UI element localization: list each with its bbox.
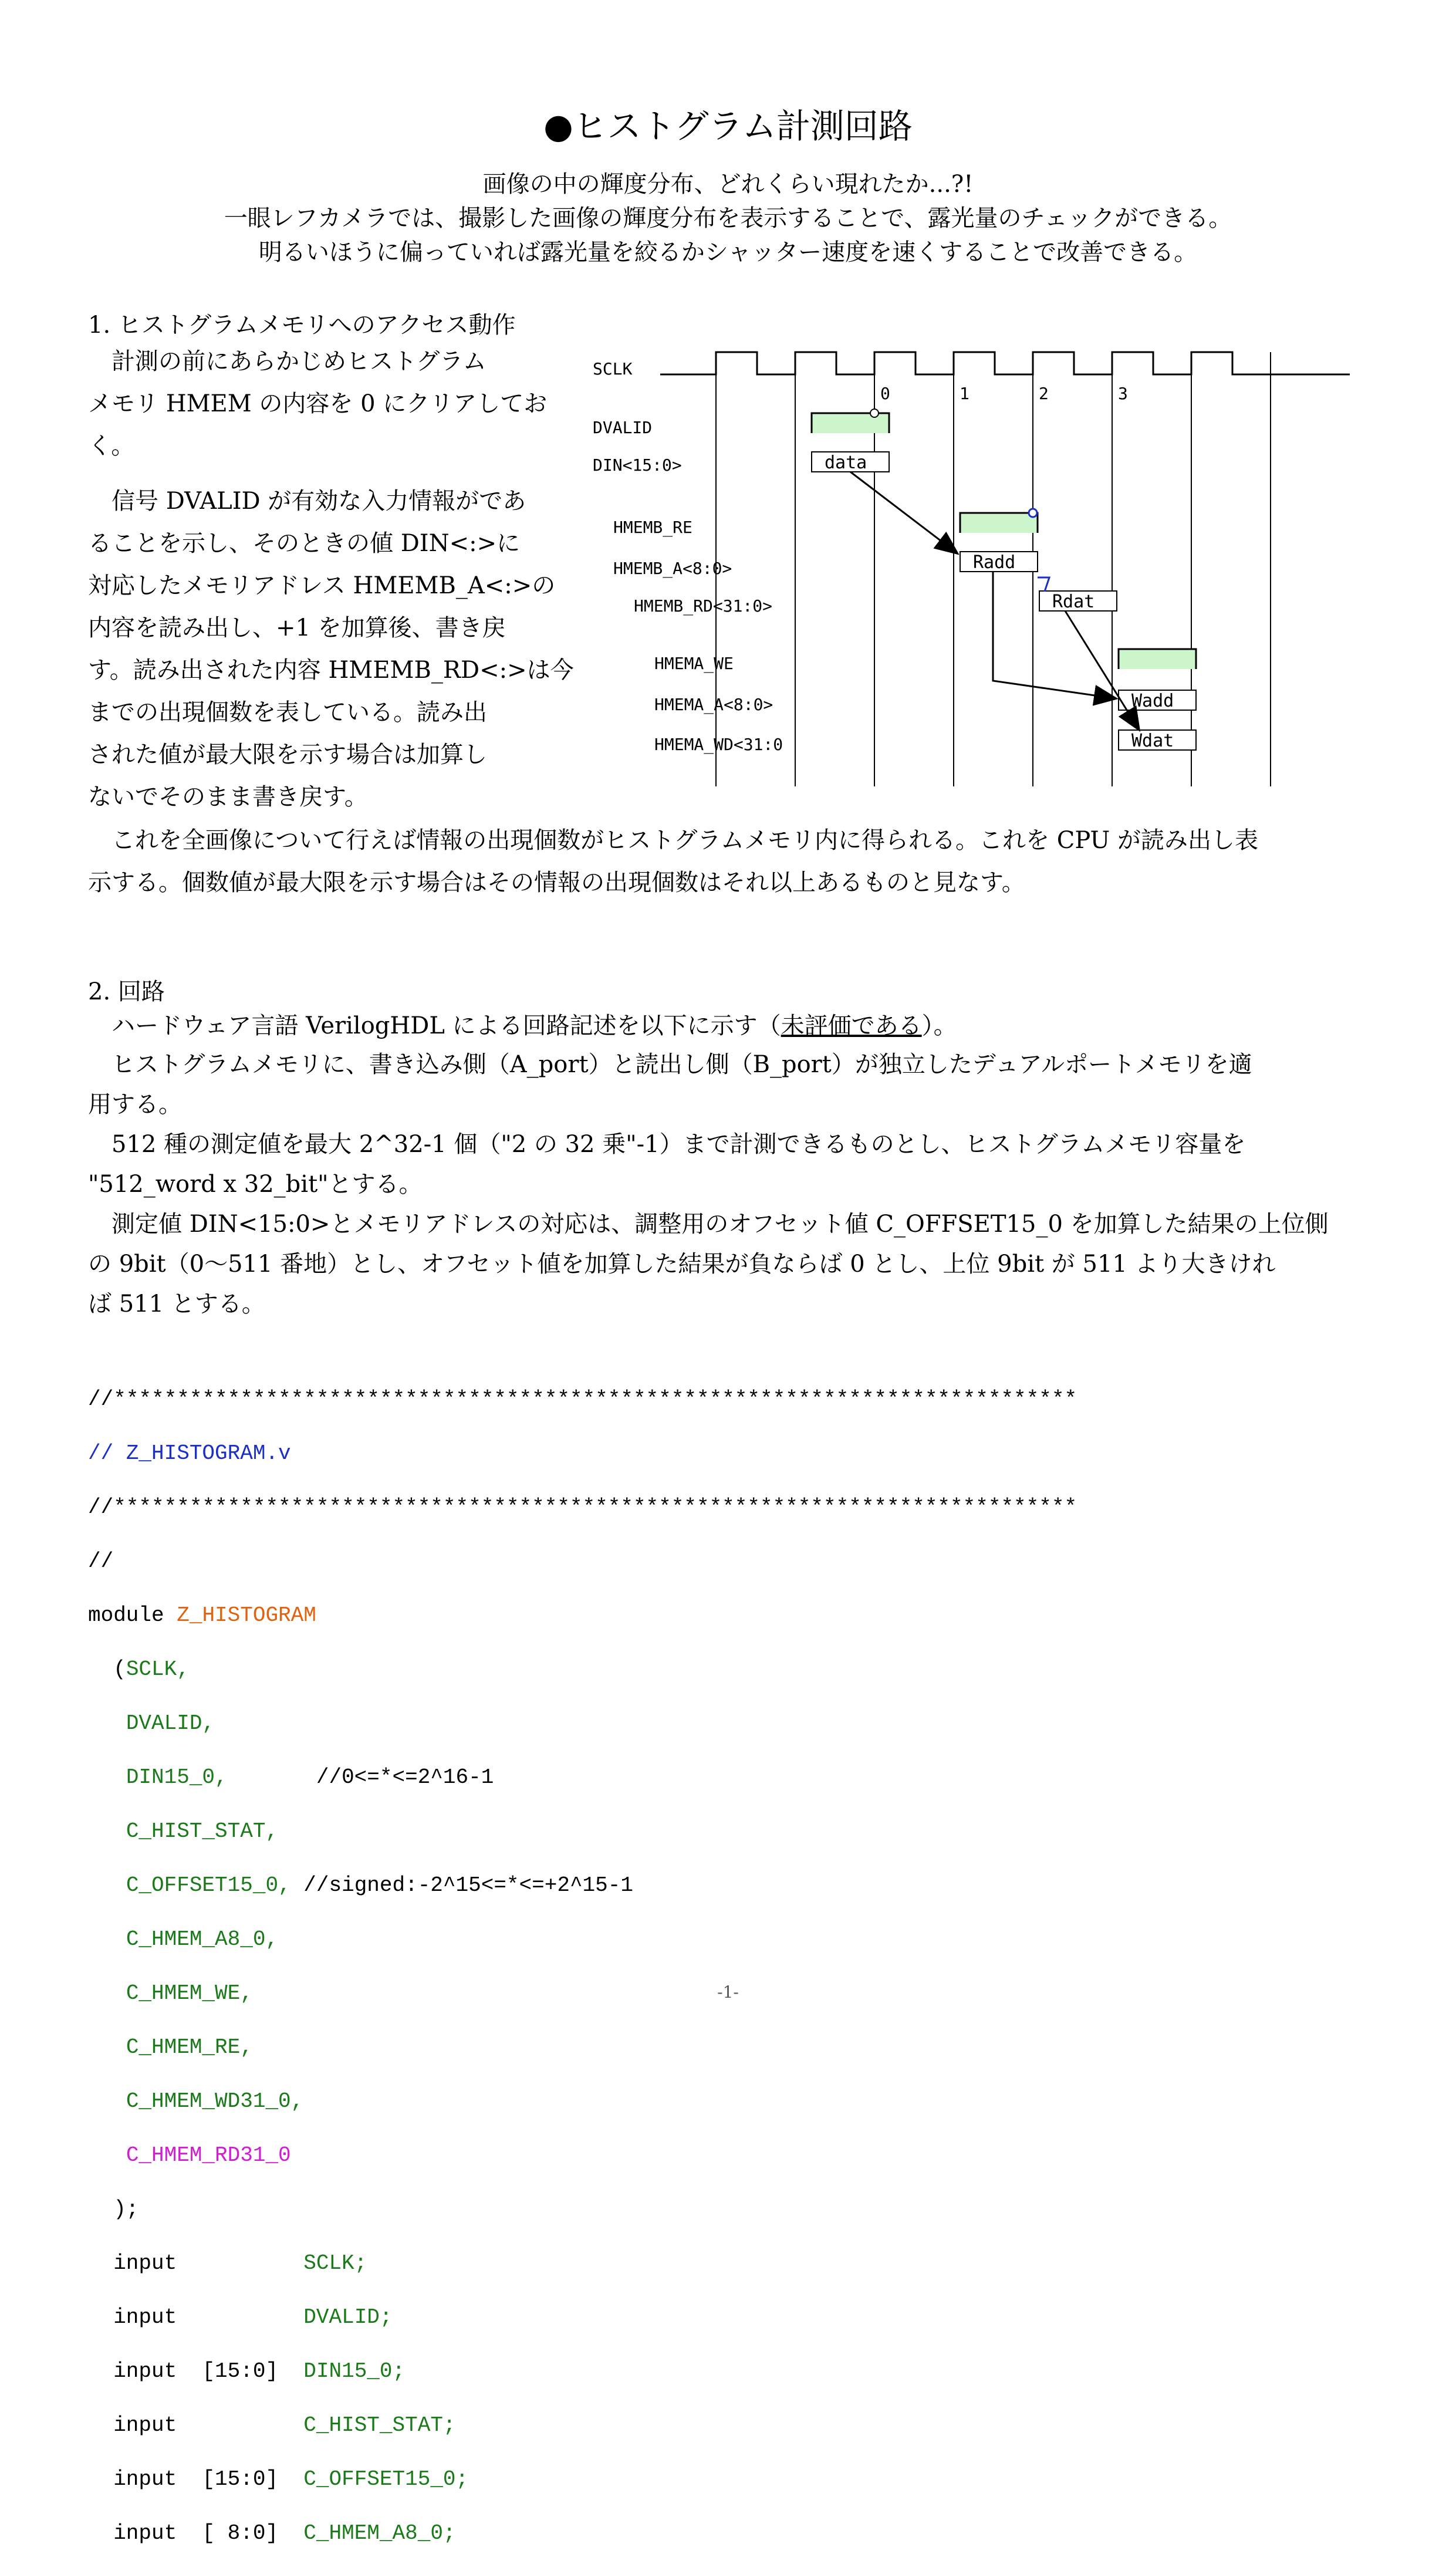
section-1-paragraph-3 [88, 819, 1379, 904]
radd-box-label: Radd [973, 552, 1016, 573]
signal-label-din: DIN<15:0> [593, 455, 682, 475]
code-line: input C_HIST_STAT; [88, 2413, 456, 2437]
text-line: 用する。 [88, 1091, 182, 1118]
section-2-paragraph-3 [88, 1124, 1367, 1204]
text-line: す。読み出された内容 HMEMB_RD<:>は今 [88, 657, 574, 684]
text-line: "512_word x 32_bit"とする。 [88, 1171, 423, 1198]
code-line [88, 2142, 1077, 2169]
hmema-we-pulse [1119, 649, 1196, 669]
text-line: ないでそのまま書き戻す。 [88, 783, 368, 810]
code-line: C_HIST_STAT, [126, 1819, 279, 1843]
code-line: input [ 8:0] C_HMEM_A8_0; [88, 2521, 456, 2545]
hmemb-re-pulse [960, 509, 1038, 533]
text-line: 内容を読み出し、+1 を加算後、書き戻 [88, 614, 506, 641]
read-latency-marker [1038, 577, 1049, 592]
wadd-box-label: Wadd [1131, 691, 1174, 711]
code-line: //**************************************************************************** [88, 1495, 1077, 1519]
text-line: の 9bit（0～511 番地）とし、オフセット値を加算した結果が負ならば 0 とし、上位 9bit が 511 より大きけれ [88, 1251, 1276, 1278]
code-line: input [15:0] C_OFFSET15_0; [88, 2467, 469, 2491]
code-line: DIN15_0, //0<=*<=2^16-1 [126, 1765, 494, 1789]
signal-label-sclk: SCLK [593, 359, 633, 379]
code-filename: Z_HISTOGRAM.v [126, 1441, 291, 1465]
code-line: C_HMEM_A8_0, [126, 1927, 279, 1951]
text-line: 測定値 DIN<15:0>とメモリアドレスの対応は、調整用のオフセット値 C_OFFSET15_0 を加算した結果の上位側 [88, 1211, 1329, 1238]
section-1-paragraph-1 [88, 340, 547, 467]
text-line: く。 [88, 433, 135, 460]
section-1-heading: 1. ヒストグラムメモリへのアクセス動作 [88, 312, 516, 339]
cycle-number: 0 [880, 384, 890, 403]
code-line: ); [88, 2197, 139, 2221]
code-line: C_OFFSET15_0, //signed:-2^15<=*<=+2^15-1 [126, 1873, 633, 1897]
text-span: ハードウェア言語 VerilogHDL による回路記述を以下に示す（ [88, 1012, 781, 1039]
cycle-number: 3 [1118, 384, 1128, 403]
page-number: -1- [717, 1982, 739, 2002]
cycle-number: 1 [960, 384, 969, 403]
section-1-paragraph-2 [88, 480, 574, 818]
wdat-box-label: Wdat [1131, 731, 1174, 751]
code-line: C_HMEM_WD31_0, [126, 2089, 304, 2113]
code-line: C_HMEM_RE, [126, 2035, 253, 2059]
text-line: 示する。個数値が最大限を示す場合はその情報の出現個数はそれ以上あるものと見なす。 [88, 869, 1025, 896]
text-span: ）。 [921, 1012, 957, 1039]
verilog-code-listing [88, 1359, 1077, 2574]
text-line: メモリ HMEM の内容を 0 にクリアしてお [88, 390, 548, 417]
code-line: //**************************************************************************** [88, 1387, 1077, 1411]
text-line: 計測の前にあらかじめヒストグラム [88, 348, 487, 375]
signal-label-hmemb-a: HMEMB_A<8:0> [613, 559, 732, 578]
signal-label-hmemb-re: HMEMB_RE [613, 518, 692, 537]
last-port: C_HMEM_RD31_0 [126, 2143, 291, 2167]
signal-label-dvalid: DVALID [593, 418, 653, 437]
rdat-box-label: Rdat [1052, 592, 1095, 612]
text-line: 信号 DVALID が有効な入力情報がであ [88, 488, 526, 515]
section-2-paragraph-2 [88, 1045, 1367, 1124]
code-line: DVALID, [126, 1711, 215, 1735]
text-line: までの出現個数を表している。読み出 [88, 699, 487, 726]
section-2-paragraph-4 [88, 1204, 1367, 1324]
text-line: 対応したメモリアドレス HMEMB_A<:>の [88, 572, 556, 599]
module-name: Z_HISTOGRAM [177, 1603, 316, 1627]
code-line: input SCLK; [88, 2251, 367, 2275]
intro-line-3: 明るいほうに偏っていれば露光量を絞るかシャッター速度を速くすることで改善できる。 [258, 239, 1198, 266]
code-line: // Z_HISTOGRAM.v [88, 1441, 291, 1465]
unevaluated-note: 未評価である [781, 1012, 922, 1039]
dvalid-pulse [812, 409, 889, 433]
signal-label-hmema-a: HMEMA_A<8:0> [654, 695, 773, 714]
code-line: C_HMEM_WE, [126, 1981, 253, 2005]
cycle-number: 2 [1039, 384, 1049, 403]
code-line: input [15:0] DIN15_0; [88, 2359, 406, 2383]
text-line: これを全画像について行えば情報の出現個数がヒストグラムメモリ内に得られる。これを CPU が読み出し表 [88, 827, 1258, 854]
page-title: ●ヒストグラム計測回路 [543, 106, 913, 146]
intro-line-1: 画像の中の輝度分布、どれくらい現れたか...?! [482, 171, 974, 198]
section-2-heading: 2. 回路 [88, 978, 165, 1005]
text-line: ば 511 とする。 [88, 1291, 265, 1318]
data-box-label: data [825, 452, 867, 473]
text-line: された値が最大限を示す場合は加算し [88, 741, 487, 768]
text-line: 512 種の測定値を最大 2^32-1 個（"2 の 32 乗"-1）まで計測できるものとし、ヒストグラムメモリ容量を [88, 1131, 1246, 1158]
section-2-paragraph-1 [88, 1006, 1367, 1046]
code-line: (SCLK, [88, 1657, 190, 1681]
signal-label-hmema-wd: HMEMA_WD<31:0 [654, 735, 783, 754]
code-line: input DVALID; [88, 2305, 393, 2329]
signal-label-hmemb-rd: HMEMB_RD<31:0> [634, 596, 773, 616]
intro-line-2: 一眼レフカメラでは、撮影した画像の輝度分布を表示することで、露光量のチェックができる。 [224, 205, 1232, 232]
signal-label-hmema-we: HMEMA_WE [654, 654, 734, 673]
timing-diagram [575, 340, 1362, 792]
code-line: // [88, 1549, 114, 1573]
sclk-waveform [660, 352, 1350, 374]
text-line: ヒストグラムメモリに、書き込み側（A_port）と読出し側（B_port）が独立したデュアルポートメモリを適 [88, 1051, 1252, 1078]
text-line: ることを示し、そのときの値 DIN<:>に [88, 530, 521, 557]
code-line: module Z_HISTOGRAM [88, 1603, 316, 1627]
